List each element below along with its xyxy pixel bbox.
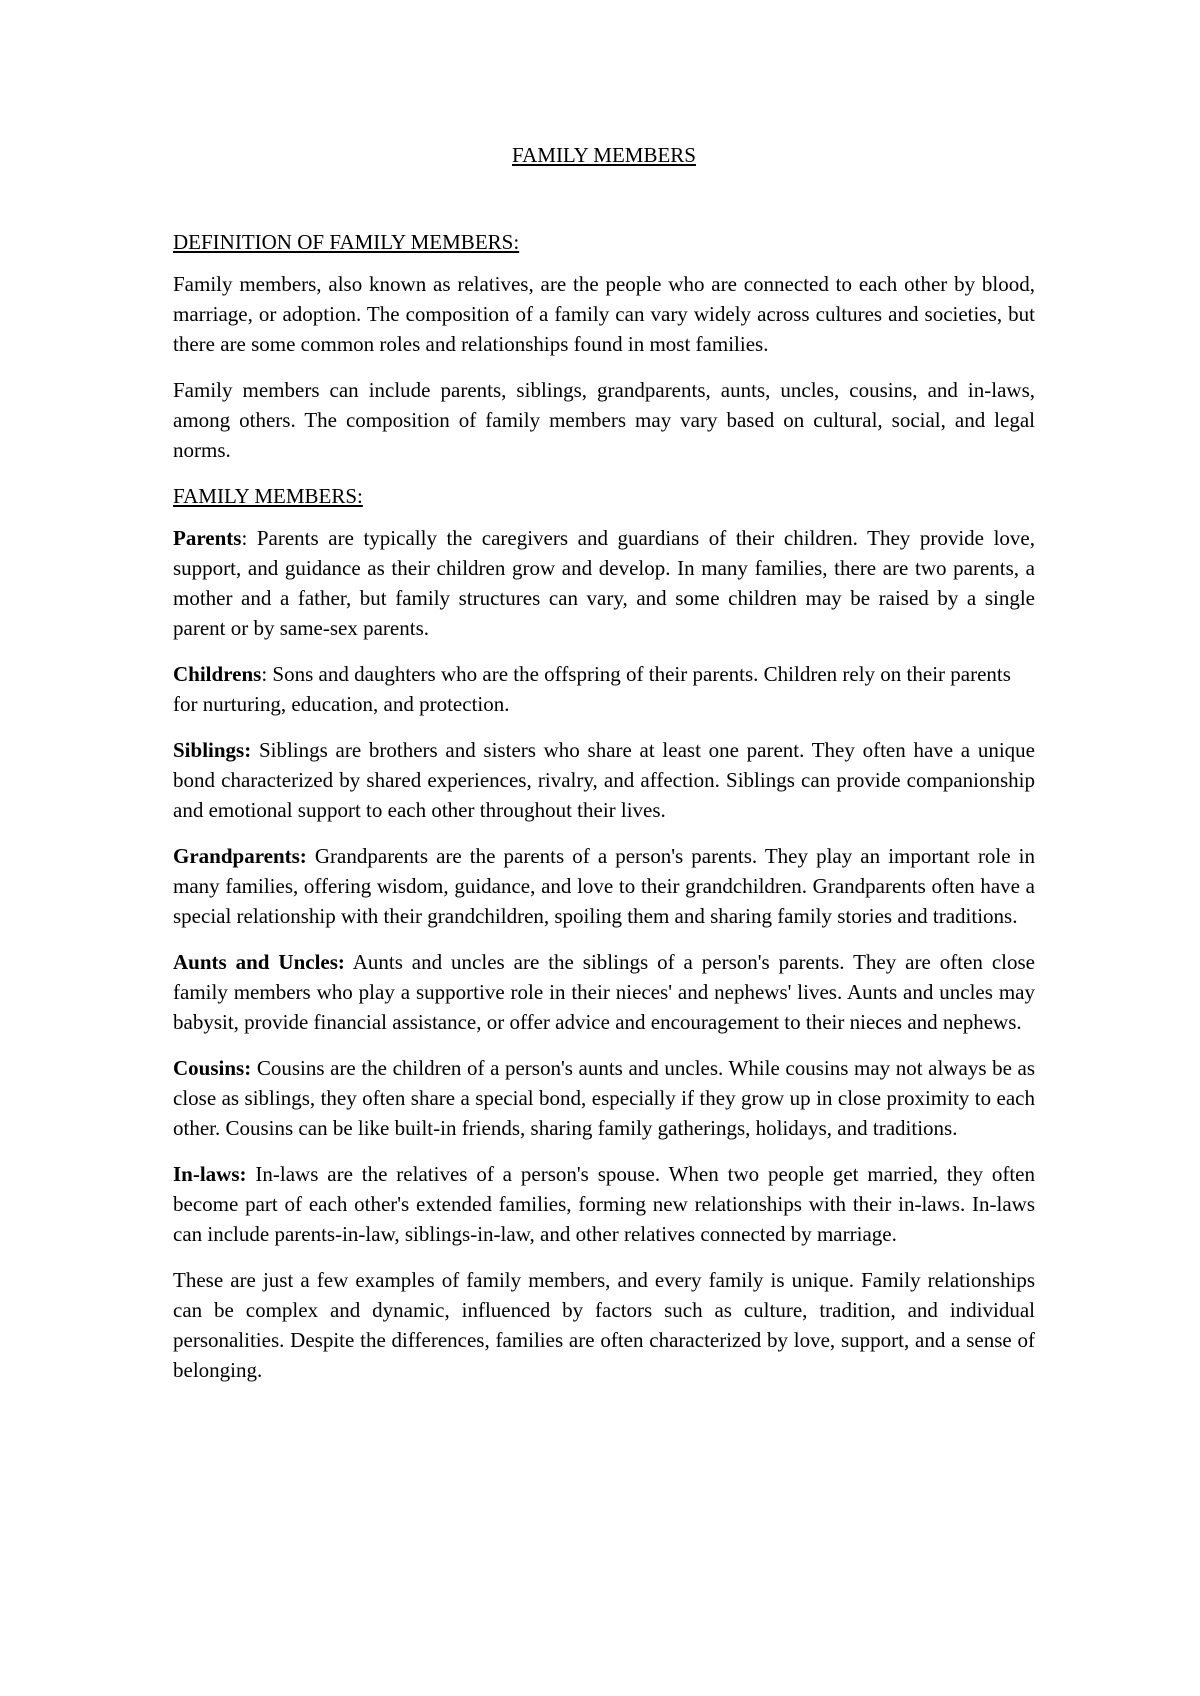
- member-description: Sons and daughters who are the offspring of their parents. Children rely on their parents for nurturing, education, and protection.: [173, 662, 1011, 716]
- member-entry-in-laws: [173, 1159, 1035, 1249]
- member-description: Grandparents are the parents of a person's parents. They play an important role in many families, offering wisdom, guidance, and love to their grandchildren. Grandparents often have a special relationship with their grandchildren, spoiling them and sharing family stories and traditions.: [173, 844, 1036, 928]
- member-entry-parents: [173, 523, 1035, 643]
- document-title: FAMILY MEMBERS: [511, 143, 696, 167]
- member-term: Aunts and Uncles:: [173, 950, 345, 974]
- member-separator: :: [261, 662, 273, 686]
- member-term: Cousins:: [173, 1056, 252, 1080]
- definition-paragraph-2: Family members can include parents, siblings, grandparents, aunts, uncles, cousins, and in-laws, among others. The composition of family members may vary based on cultural, social, and legal norms.: [173, 378, 1035, 462]
- document-page: [173, 140, 1035, 1401]
- member-separator: [251, 738, 259, 762]
- member-description: Cousins are the children of a person's aunts and uncles. While cousins may not always be as close as siblings, they often share a special bond, especially if they grow up in close proximity to each other. Cousins can be like built-in friends, sharing family gatherings, holidays, and traditions.: [173, 1056, 1036, 1140]
- member-entry-grandparents: [173, 841, 1035, 931]
- member-separator: :: [241, 526, 257, 550]
- member-description: Parents are typically the caregivers and guardians of their children. They provide love, support, and guidance as their children grow and develop. In many families, there are two parents, a mother and a father, but family structures can vary, and some children may be raised by a single parent or by same-sex parents.: [173, 526, 1035, 640]
- member-term: Childrens: [173, 662, 262, 686]
- member-entry-aunts-and-uncles: [173, 947, 1035, 1037]
- conclusion-paragraph: These are just a few examples of family members, and every family is unique. Family relationships can be complex and dynamic, influenced by factors such as culture, tradition, and individual personalities. Despite the differences, families are often characterized by love, support, and a sense of belonging.: [173, 1268, 1035, 1382]
- family-members-heading: FAMILY MEMBERS:: [173, 484, 363, 508]
- member-description: In-laws are the relatives of a person's spouse. When two people get married, they often become part of each other's extended families, forming new relationships with their in-laws. In-laws can include parents-in-law, siblings-in-law, and other relatives connected by marriage.: [173, 1162, 1036, 1246]
- member-separator: [307, 844, 315, 868]
- member-term: In-laws:: [173, 1162, 247, 1186]
- member-entry-childrens: [173, 659, 1035, 719]
- member-term: Parents: [173, 526, 242, 550]
- definition-paragraph-1: Family members, also known as relatives, are the people who are connected to each other by blood, marriage, or adoption. The composition of a family can vary widely across cultures and societies, but there are some common roles and relationships found in most families.: [173, 272, 1035, 356]
- member-term: Grandparents:: [173, 844, 307, 868]
- member-term: Siblings:: [173, 738, 252, 762]
- member-separator: [345, 950, 353, 974]
- member-entry-siblings: [173, 735, 1035, 825]
- member-description: Siblings are brothers and sisters who share at least one parent. They often have a unique bond characterized by shared experiences, rivalry, and affection. Siblings can provide companionship and emotional support to each other throughout their lives.: [173, 738, 1035, 822]
- member-description: Aunts and uncles are the siblings of a person's parents. They are often close family members who play a supportive role in their nieces' and nephews' lives. Aunts and uncles may babysit, provide financial assistance, or offer advice and encouragement to their nieces and nephews.: [173, 950, 1035, 1034]
- definition-heading: DEFINITION OF FAMILY MEMBERS:: [173, 230, 520, 254]
- member-entry-cousins: [173, 1053, 1035, 1143]
